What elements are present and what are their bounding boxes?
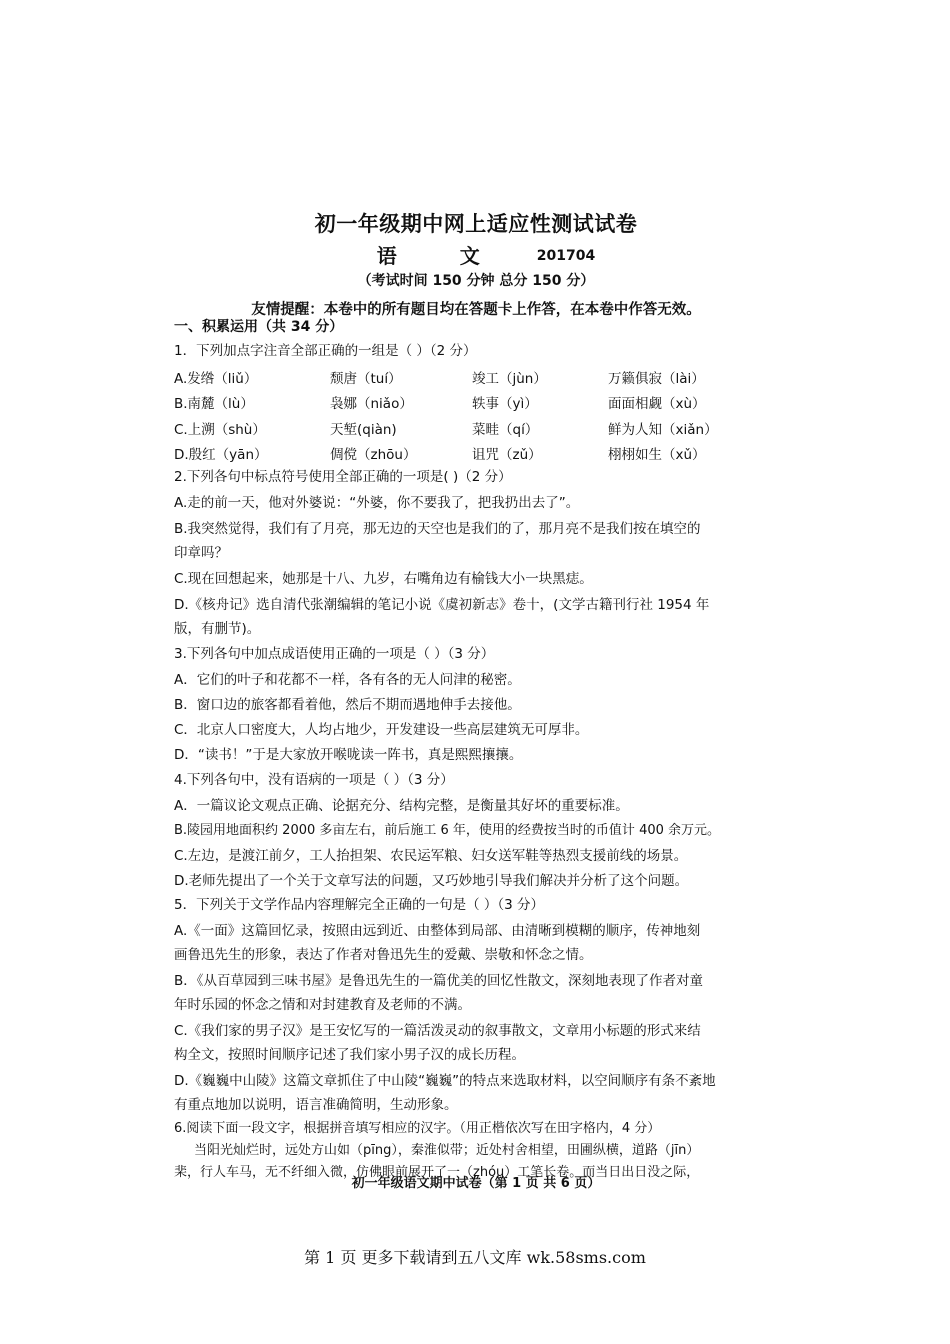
question-5-option-c: C.《我们家的男子汉》是王安忆写的一篇活泼灵动的叙事散文，文章用小标题的形式来结 [174, 1023, 701, 1039]
question-5-option-d: D.《巍巍中山陵》这篇文章抓住了中山陵“巍巍”的特点来选取材料，以空间顺序有条不紊地 [174, 1073, 716, 1089]
question-5-option-a-cont: 画鲁迅先生的形象，表达了作者对鲁迅先生的爱戴、崇敬和怀念之情。 [174, 947, 593, 963]
question-2-stem: 2.下列各句中标点符号使用全部正确的一项是( )（2 分） [174, 469, 512, 485]
question-4-option-a: A．一篇议论文观点正确、论据充分、结构完整，是衡量其好坏的重要标准。 [174, 798, 629, 814]
section-heading: 一、积累运用（共 34 分） [174, 319, 344, 335]
question-6-passage: 当阳光灿烂时，远处方山如（pīng），秦淮似带；近处村舍相望，田圃纵横，道路（jīn） [194, 1143, 700, 1158]
question-5-option-a: A.《一面》这篇回忆录，按照由远到近、由整体到局部、由清晰到模糊的顺序，传神地刻 [174, 923, 701, 939]
question-3-option-b: B．窗口边的旅客都看着他，然后不期而遇地伸手去接他。 [174, 697, 521, 713]
subject-name: 语 文 [376, 244, 508, 268]
q1-option: 诅咒（zǔ） [472, 447, 542, 463]
question-5-option-c-cont: 构全文，按照时间顺序记述了我们家小男子汉的成长历程。 [174, 1047, 525, 1063]
question-3-option-a: A．它们的叶子和花都不一样，各有各的无人问津的秘密。 [174, 672, 521, 688]
question-6-passage-cont: 棐，行人车马，无不纤细入微，仿佛眼前展开了一（zhóu）工笔长卷。而当日出日没之际， [174, 1165, 700, 1180]
question-2-option-d: D.《核舟记》选自清代张潮编辑的笔记小说《虞初新志》卷十，(文学古籍刊行社 1954 年 [174, 597, 710, 613]
question-4-option-d: D.老师先提出了一个关于文章写法的问题，又巧妙地引导我们解决并分析了这个问题。 [174, 873, 689, 889]
q1-option: 天堑(qiàn) [330, 422, 397, 438]
exam-code: 201704 [536, 248, 596, 264]
question-2-option-a: A.走的前一天，他对外婆说：“外婆，你不要我了，把我扔出去了”。 [174, 495, 580, 511]
exam-title: 初一年级期中网上适应性测试试卷 [314, 212, 638, 236]
q1-option: 鲜为人知（xiǎn） [608, 422, 718, 438]
question-4-option-b: B.陵园用地面积约 2000 多亩左右，前后施工 6 年，使用的经费按当时的币值计 400 余万元。 [174, 823, 721, 838]
friendly-reminder: 友情提醒：本卷中的所有题目均在答题卡上作答，在本卷中作答无效。 [251, 302, 701, 318]
question-6-stem: 6.阅读下面一段文字，根据拼音填写相应的汉字。（用正楷依次写在田字格内，4 分） [174, 1121, 661, 1136]
q1-option: 倜傥（zhōu） [330, 447, 417, 463]
question-3-stem: 3.下列各句中加点成语使用正确的一项是（ ）（3 分） [174, 646, 495, 662]
question-4-option-c: C.左边，是渡江前夕，工人抬担架、农民运军粮、妇女送军鞋等热烈支援前线的场景。 [174, 848, 688, 864]
q1-option: 万籁俱寂（lài） [608, 371, 705, 387]
q1-option: A.发绺（liǔ） [174, 371, 258, 387]
question-5-option-b: B．《从百草园到三味书屋》是鲁迅先生的一篇优美的回忆性散文，深刻地表现了作者对童 [174, 973, 704, 989]
question-5-option-b-cont: 年时乐园的怀念之情和对封建教育及老师的不满。 [174, 997, 471, 1013]
question-5-option-d-cont: 有重点地加以说明，语言准确简明，生动形象。 [174, 1097, 458, 1113]
q1-option: 栩栩如生（xǔ） [608, 447, 706, 463]
q1-option: C.上溯（shù） [174, 422, 266, 438]
question-4-stem: 4.下列各句中，没有语病的一项是（ ）（3 分） [174, 772, 454, 788]
q1-option: 菜畦（qí） [472, 422, 539, 438]
question-2-option-b: B.我突然觉得，我们有了月亮，那无边的天空也是我们的了，那月亮不是我们按在填空的 [174, 521, 701, 537]
site-footer: 第 1 页 更多下载请到五八文库 wk.58sms.com [304, 1248, 646, 1267]
exam-time-info: （考试时间 150 分钟 总分 150 分） [357, 273, 595, 289]
question-5-stem: 5．下列关于文学作品内容理解完全正确的一句是（ ）（3 分） [174, 897, 545, 913]
exam-page-footer: 初一年级语文期中试卷（第 1 页 共 6 页） [351, 1176, 601, 1191]
question-2-option-c: C.现在回想起来，她那是十八、九岁，右嘴角边有榆钱大小一块黑痣。 [174, 571, 593, 587]
q1-option: 轶事（yì） [472, 396, 538, 412]
q1-option: B.南麓（lù） [174, 396, 254, 412]
q1-option: 袅娜（niǎo） [330, 396, 413, 412]
question-1-stem: 1．下列加点字注音全部正确的一组是（ ）（2 分） [174, 343, 477, 359]
q1-option: 竣工（jùn） [472, 371, 547, 387]
q1-option: 颓唐（tuí） [330, 371, 402, 387]
question-3-option-d: D．“读书！”于是大家放开喉咙读一阵书，真是熙熙攘攘。 [174, 747, 523, 763]
scanned-exam-sheet [168, 200, 784, 1180]
question-2-option-b-cont: 印章吗？ [174, 545, 228, 561]
subject-line [168, 240, 784, 269]
q1-option: D.殷红（yān） [174, 447, 268, 463]
question-2-option-d-cont: 版，有删节)。 [174, 621, 261, 637]
question-3-option-c: C．北京人口密度大，人均占地少，开发建设一些高层建筑无可厚非。 [174, 722, 589, 738]
q1-option: 面面相觑（xù） [608, 396, 706, 412]
